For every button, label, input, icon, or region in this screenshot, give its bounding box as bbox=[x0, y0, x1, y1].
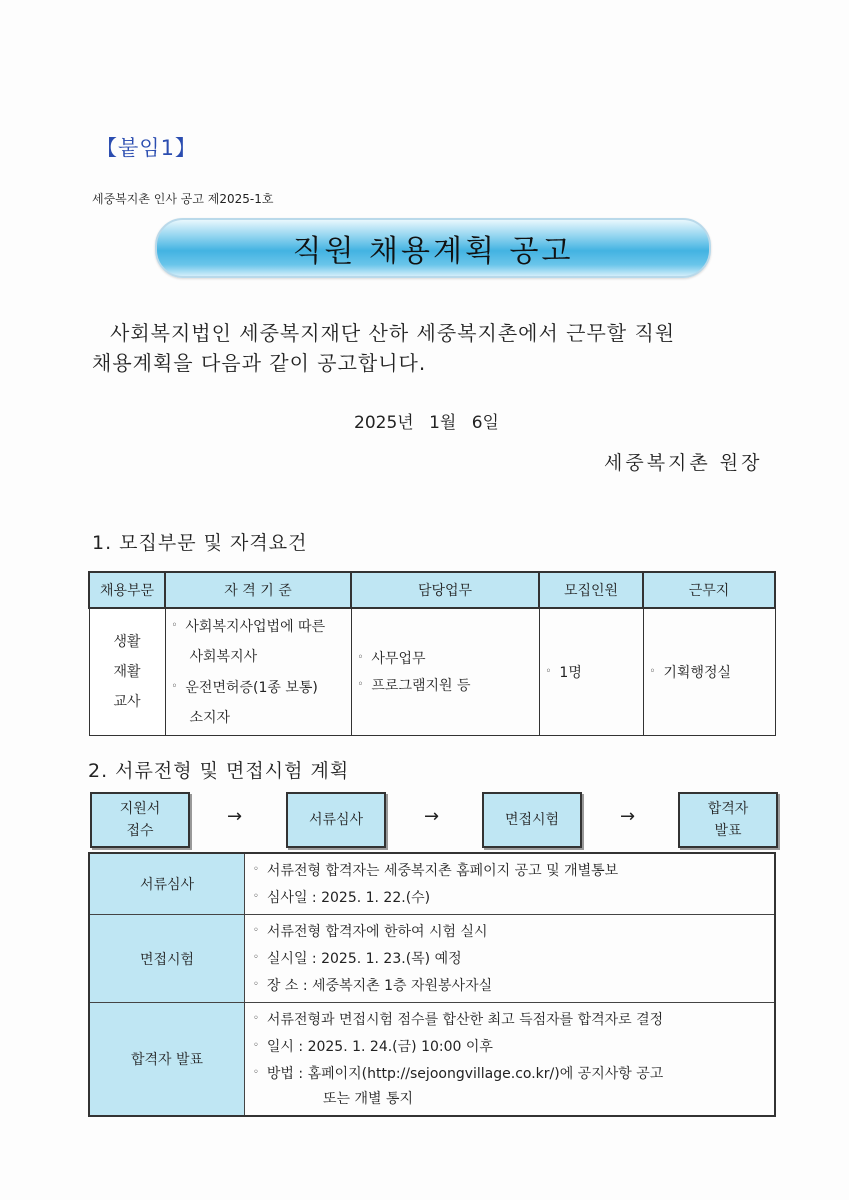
title-banner bbox=[155, 218, 711, 278]
qualification-text: 사회복지사업법에 따른 bbox=[185, 619, 326, 635]
row-line: 장 소 : 세중복지촌 1층 자원봉사자실 bbox=[266, 978, 493, 994]
row-line: 서류전형 합격자는 세중복지촌 홈페이지 공고 및 개별통보 bbox=[266, 863, 619, 879]
flow-step-interview bbox=[482, 792, 582, 848]
row-content bbox=[245, 915, 776, 1003]
qualification-cell bbox=[165, 608, 351, 736]
role-line: 교사 bbox=[113, 694, 141, 710]
duty-text: 프로그램지원 등 bbox=[371, 678, 471, 694]
row-content bbox=[245, 1003, 776, 1117]
attachment-label: 【붙임1】 bbox=[96, 136, 197, 160]
recruitment-table bbox=[88, 571, 776, 736]
col-header-duties: 담당업무 bbox=[351, 572, 539, 608]
table-header-row bbox=[89, 572, 775, 608]
bullet: ◦ bbox=[253, 925, 259, 936]
headcount-text: 1명 bbox=[559, 664, 582, 681]
bullet: ◦ bbox=[357, 652, 364, 663]
flow-step-label: 접수 bbox=[126, 823, 154, 839]
schedule-table bbox=[88, 852, 776, 1117]
flow-arrow-icon: → bbox=[424, 806, 440, 827]
bullet: ◦ bbox=[171, 620, 178, 631]
bullet: ◦ bbox=[649, 665, 656, 677]
bullet: ◦ bbox=[253, 979, 259, 990]
row-label: 면접시험 bbox=[89, 915, 245, 1003]
role-line: 생활 bbox=[113, 634, 141, 650]
row-line-continuation: 또는 개별 통지 bbox=[323, 1091, 414, 1107]
intro-line-1: 사회복지법인 세중복지재단 산하 세중복지촌에서 근무할 직원 bbox=[110, 321, 676, 345]
qualification-text: 사회복지사 bbox=[189, 649, 258, 665]
section1-heading: 1. 모집부문 및 자격요건 bbox=[92, 532, 308, 554]
signer: 세중복지촌 원장 bbox=[604, 452, 763, 474]
intro-line-2: 채용계획을 다음과 같이 공고합니다. bbox=[92, 351, 427, 375]
bullet: ◦ bbox=[253, 1013, 259, 1024]
row-line: 실시일 : 2025. 1. 23.(목) 예정 bbox=[266, 951, 462, 967]
col-header-headcount: 모집인원 bbox=[539, 572, 643, 608]
bullet: ◦ bbox=[253, 1067, 259, 1078]
row-line: 서류전형과 면접시험 점수를 합산한 최고 득점자를 합격자로 결정 bbox=[266, 1012, 664, 1028]
flow-step-label: 발표 bbox=[714, 823, 742, 839]
flow-step-label: 지원서 bbox=[119, 801, 161, 817]
role-line: 재활 bbox=[113, 664, 141, 680]
col-header-workplace: 근무지 bbox=[643, 572, 775, 608]
table-row bbox=[89, 608, 775, 736]
qualification-text: 소지자 bbox=[189, 710, 231, 726]
bullet: ◦ bbox=[253, 864, 259, 875]
table-row bbox=[89, 1003, 775, 1117]
flow-step-label: 면접시험 bbox=[504, 812, 560, 828]
role-cell bbox=[89, 608, 165, 736]
col-header-qualification: 자 격 기 준 bbox=[165, 572, 351, 608]
duties-cell bbox=[351, 608, 539, 736]
bullet: ◦ bbox=[545, 665, 552, 677]
qualification-text: 운전면허증(1종 보통) bbox=[185, 680, 318, 696]
col-header-role: 채용부문 bbox=[89, 572, 165, 608]
flow-arrow-icon: → bbox=[227, 806, 243, 827]
bullet: ◦ bbox=[357, 679, 364, 690]
page-title: 직원 채용계획 공고 bbox=[292, 234, 574, 269]
table-row bbox=[89, 915, 775, 1003]
bullet: ◦ bbox=[253, 1040, 259, 1051]
bullet: ◦ bbox=[171, 681, 178, 692]
duty-text: 사무업무 bbox=[371, 651, 426, 667]
bullet: ◦ bbox=[253, 891, 259, 902]
flow-step-label: 합격자 bbox=[707, 801, 749, 817]
flow-step-application bbox=[90, 792, 190, 848]
intro-paragraph bbox=[92, 318, 762, 378]
row-line: 서류전형 합격자에 한하여 시험 실시 bbox=[266, 924, 488, 940]
headcount-cell bbox=[539, 608, 643, 736]
flow-step-announcement bbox=[678, 792, 778, 848]
row-line: 일시 : 2025. 1. 24.(금) 10:00 이후 bbox=[266, 1039, 493, 1055]
bullet: ◦ bbox=[253, 952, 259, 963]
flow-step-document-review bbox=[286, 792, 386, 848]
notice-number: 세중복지촌 인사 공고 제2025-1호 bbox=[92, 192, 274, 206]
row-label: 합격자 발표 bbox=[89, 1003, 245, 1117]
notice-date: 2025년 1월 6일 bbox=[354, 413, 499, 433]
row-line: 방법 : 홈페이지(http://sejoongvillage.co.kr/)에 공지사항 공고 bbox=[266, 1066, 664, 1082]
table-row bbox=[89, 853, 775, 915]
workplace-cell bbox=[643, 608, 775, 736]
workplace-text: 기획행정실 bbox=[663, 664, 732, 681]
row-line: 심사일 : 2025. 1. 22.(수) bbox=[266, 890, 431, 906]
flow-arrow-icon: → bbox=[620, 806, 636, 827]
flow-step-label: 서류심사 bbox=[308, 812, 364, 828]
row-label: 서류심사 bbox=[89, 853, 245, 915]
row-content bbox=[245, 853, 776, 915]
section2-heading: 2. 서류전형 및 면접시험 계획 bbox=[88, 760, 350, 782]
